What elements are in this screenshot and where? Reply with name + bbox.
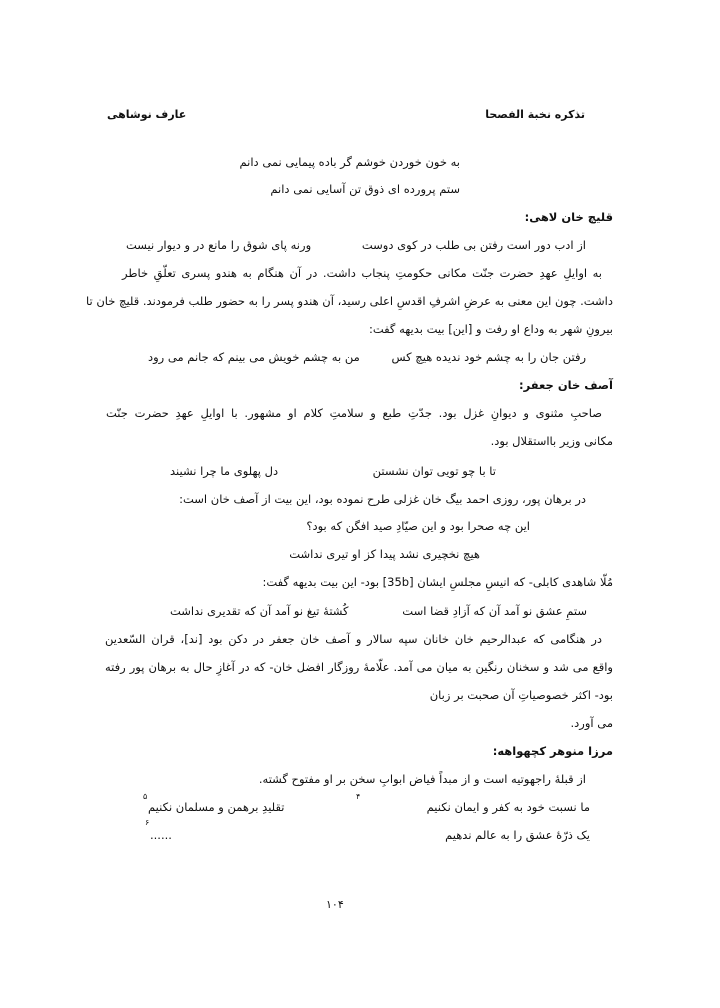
running-header-title: تذکره‌ نخبة‌ الفصحا <box>485 108 585 121</box>
section-heading: قلیچ خان لاهی: <box>524 210 613 224</box>
couplet-hemistich-right: ستمِ عشق نو آمد آن که آزادِ قضا است <box>402 604 587 618</box>
paragraph-line: از قبلهٔ راجهوتیه است و از مبداً فیاض ابوابِ سخن بر او مفتوح گشته. <box>258 772 586 786</box>
page-number: ۱۰۴ <box>326 898 344 911</box>
verse-line: هیچ نخچیری نشد پیدا کز او تیری نداشت <box>289 547 480 561</box>
couplet-hemistich-left: دل پهلوی ما چرا نشیند <box>170 464 279 478</box>
couplet-hemistich-right: رفتن جان را به چشم خود ندیده هیچ کس <box>391 350 586 364</box>
section-heading: آصف خان جعفر: <box>519 378 613 392</box>
couplet-hemistich-right: ما نسبت خود به کفر و ایمان نکنیم <box>426 800 590 814</box>
paragraph-line: صاحبِ مثنوی و دیوانِ غزل بود. جدّتِ طبع و سلامتِ کلام او مشهور. با اوایلِ عهدِ حضرت جنّت <box>106 406 602 420</box>
footnote-marker: ۶ <box>145 818 150 827</box>
couplet-hemistich-left: من به چشم خویش می بینم که جانم می رود <box>148 350 360 364</box>
paragraph-line: بود- اکثر خصوصیاتِ آن صحبت بر زبان <box>429 688 613 702</box>
paragraph-line: می آورد. <box>570 716 613 730</box>
paragraph-line: مکانی وزیر بااستقلال بود. <box>490 434 613 448</box>
verse-line: ستم پرورده ای ذوق تن آسایی نمی دانم <box>270 182 460 196</box>
paragraph-line: بیرونِ شهر به وداع او رفت و [این] بیت بدیهه گفت: <box>368 322 613 336</box>
paragraph-line: به اوایلِ عهدِ حضرت جنّت مکانی حکومتِ پنجاب داشت. در آن هنگام به هندو پسری تعلّقِ خاطر <box>122 266 602 280</box>
couplet-hemistich-right: یک ذرّهٔ عشق را به عالم ندهیم <box>445 828 590 842</box>
couplet-hemistich-left: ورنه پای شوق را مانع در و دیوار نیست <box>126 238 312 252</box>
footnote-marker: ۵ <box>143 792 148 801</box>
couplet-hemistich-left: کُشتهٔ تیغ نو آمد آن که تقدیری نداشت <box>170 604 349 618</box>
couplet-hemistich-left: تقلیدِ برهمن و مسلمان نکنیم <box>148 800 285 814</box>
paragraph-line: در برهان پور، روزی احمد بیگ خان غزلی طرح نموده بود، این بیت از آصف خان است: <box>179 492 586 506</box>
verse-line: این چه صحرا بود و این صیّادِ صید افگن که بود؟ <box>306 519 530 533</box>
couplet-hemistich-left: ...... <box>150 828 172 842</box>
verse-line: به خون خوردن خوشم گر باده پیمایی نمی دانم <box>239 155 460 169</box>
paragraph-line: واقع می شد و سخنان رنگین به میان می آمد. علّامهٔ روزگار افضل خان- که در آغازِ حال به برهان پور رفته <box>105 660 613 674</box>
paragraph-line: در هنگامی که عبدالرحیم خان خانان سپه سالار و آصف خان جعفر در دکن بود [ند]، قران السّعدین <box>105 632 602 646</box>
couplet-hemistich-right: تا با چو تویی توان نشستن <box>372 464 496 478</box>
paragraph-line: مُلّا شاهدی کابلی- که انیسِ مجلسِ ایشان [35b] بود- این بیت بدیهه گفت: <box>262 575 613 589</box>
footnote-marker: ۴ <box>356 792 361 801</box>
section-heading: مرزا منوهر کچهواهه: <box>492 744 613 758</box>
couplet-hemistich-right: از ادب دور است رفتن بی طلب در کوی دوست <box>361 238 586 252</box>
paragraph-line: داشت. چون این معنی به عرضِ اشرفِ اقدسِ اعلی رسید، آن هندو پسر را به حضور طلب فرمودند. قلیچ خان تا <box>85 294 613 308</box>
running-header-author: عارف نوشاهی <box>107 108 187 121</box>
